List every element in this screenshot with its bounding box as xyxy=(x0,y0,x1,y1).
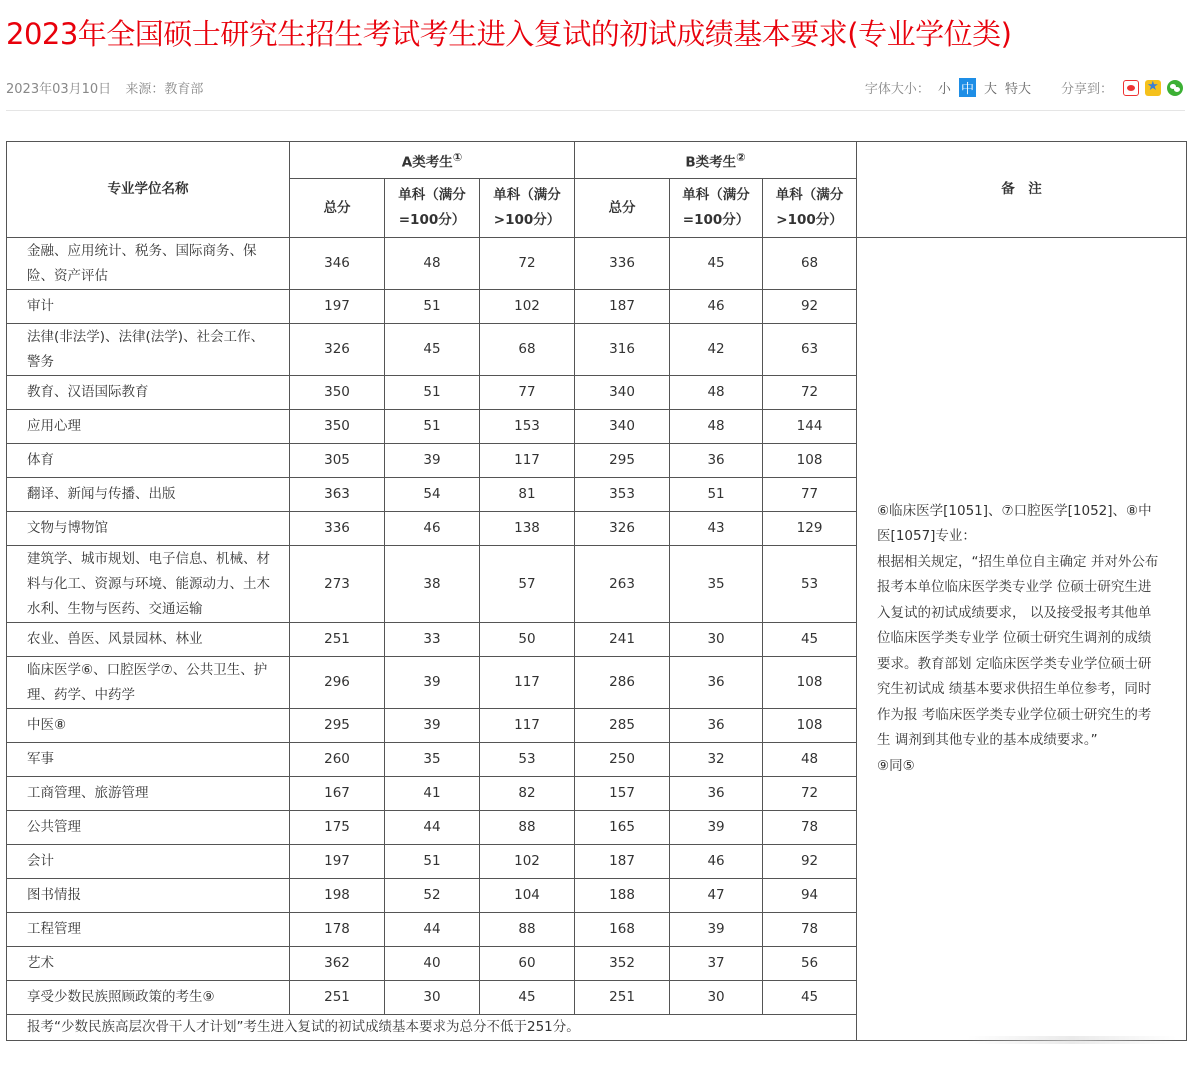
score-cell-a-total: 326 xyxy=(290,324,385,376)
score-cell-a-s1: 45 xyxy=(385,324,480,376)
major-name-cell: 军事 xyxy=(7,743,290,777)
score-cell-a-s1: 51 xyxy=(385,410,480,444)
watermark xyxy=(967,1036,1177,1044)
score-cell-a-total: 363 xyxy=(290,478,385,512)
score-cell-b-s1: 37 xyxy=(670,947,763,981)
score-cell-b-s2: 144 xyxy=(763,410,857,444)
score-cell-a-total: 197 xyxy=(290,290,385,324)
page-title: 2023年全国硕士研究生招生考试考生进入复试的初试成绩基本要求(专业学位类) xyxy=(6,17,1012,51)
score-cell-b-s1: 48 xyxy=(670,410,763,444)
score-cell-a-s2: 88 xyxy=(480,811,575,845)
score-cell-a-total: 336 xyxy=(290,512,385,546)
major-name-cell: 教育、汉语国际教育 xyxy=(7,376,290,410)
header-a-single2: 单科（满分 >100分） xyxy=(480,179,575,238)
score-cell-a-total: 260 xyxy=(290,743,385,777)
score-cell-b-s1: 32 xyxy=(670,743,763,777)
score-cell-a-s2: 102 xyxy=(480,845,575,879)
font-size-small-button[interactable]: 小 xyxy=(937,82,951,97)
score-cell-b-total: 286 xyxy=(575,657,670,709)
score-cell-a-total: 251 xyxy=(290,623,385,657)
score-cell-a-s1: 41 xyxy=(385,777,480,811)
score-cell-a-s1: 46 xyxy=(385,512,480,546)
score-cell-b-s2: 108 xyxy=(763,444,857,478)
score-cell-a-s1: 54 xyxy=(385,478,480,512)
score-cell-b-total: 336 xyxy=(575,238,670,290)
major-name-cell: 公共管理 xyxy=(7,811,290,845)
score-cell-b-s1: 48 xyxy=(670,376,763,410)
score-cell-b-total: 168 xyxy=(575,913,670,947)
score-cell-b-s1: 30 xyxy=(670,623,763,657)
major-name-cell: 享受少数民族照顾政策的考生⑨ xyxy=(7,981,290,1015)
article-meta xyxy=(6,78,213,97)
score-cell-a-s1: 39 xyxy=(385,657,480,709)
score-cell-a-s2: 104 xyxy=(480,879,575,913)
score-cell-a-total: 273 xyxy=(290,546,385,623)
qzone-share-icon[interactable] xyxy=(1145,80,1161,96)
major-name-cell: 艺术 xyxy=(7,947,290,981)
major-name-cell: 工商管理、旅游管理 xyxy=(7,777,290,811)
score-cell-a-s2: 68 xyxy=(480,324,575,376)
score-cell-b-total: 352 xyxy=(575,947,670,981)
header-group-b xyxy=(575,142,857,179)
score-cell-a-total: 295 xyxy=(290,709,385,743)
score-cell-a-total: 362 xyxy=(290,947,385,981)
score-cell-b-s1: 36 xyxy=(670,444,763,478)
score-cell-a-s2: 77 xyxy=(480,376,575,410)
share-label: 分享到： xyxy=(1060,82,1113,97)
score-cell-a-s2: 88 xyxy=(480,913,575,947)
header-group-a xyxy=(290,142,575,179)
major-name-cell: 文物与博物馆 xyxy=(7,512,290,546)
score-cell-b-s1: 39 xyxy=(670,811,763,845)
score-cell-a-total: 175 xyxy=(290,811,385,845)
weibo-share-icon[interactable] xyxy=(1123,80,1139,96)
header-a-total: 总分 xyxy=(290,179,385,238)
major-name-cell: 法律(非法学)、法律(法学)、社会工作、警务 xyxy=(7,324,290,376)
score-cell-a-s1: 44 xyxy=(385,913,480,947)
group-a-sup: ① xyxy=(452,150,463,164)
article-source: 来源：教育部 xyxy=(125,82,204,97)
font-size-medium-button[interactable]: 中 xyxy=(959,78,976,97)
score-cell-a-s1: 44 xyxy=(385,811,480,845)
score-cell-a-s2: 60 xyxy=(480,947,575,981)
score-cell-b-s1: 42 xyxy=(670,324,763,376)
score-cell-b-total: 165 xyxy=(575,811,670,845)
major-name-cell: 体育 xyxy=(7,444,290,478)
score-cell-a-s1: 40 xyxy=(385,947,480,981)
score-cell-b-s2: 63 xyxy=(763,324,857,376)
score-cell-b-s2: 72 xyxy=(763,777,857,811)
score-cell-b-s2: 53 xyxy=(763,546,857,623)
header-b-single2: 单科（满分 >100分） xyxy=(763,179,857,238)
score-cell-a-total: 197 xyxy=(290,845,385,879)
score-cell-b-s1: 51 xyxy=(670,478,763,512)
header-major-name: 专业学位名称 xyxy=(7,142,290,238)
score-table xyxy=(6,141,1187,1041)
score-cell-a-s1: 35 xyxy=(385,743,480,777)
group-a-label: A类考生 xyxy=(401,154,453,171)
score-cell-b-s1: 46 xyxy=(670,290,763,324)
score-cell-a-s1: 39 xyxy=(385,444,480,478)
score-cell-b-s2: 68 xyxy=(763,238,857,290)
score-cell-b-total: 326 xyxy=(575,512,670,546)
major-name-cell: 金融、应用统计、税务、国际商务、保险、资产评估 xyxy=(7,238,290,290)
score-cell-a-s1: 38 xyxy=(385,546,480,623)
score-cell-a-total: 346 xyxy=(290,238,385,290)
major-name-cell: 审计 xyxy=(7,290,290,324)
score-cell-a-total: 296 xyxy=(290,657,385,709)
score-cell-b-s1: 36 xyxy=(670,657,763,709)
score-cell-a-s1: 52 xyxy=(385,879,480,913)
score-cell-a-total: 350 xyxy=(290,410,385,444)
score-cell-a-s1: 51 xyxy=(385,290,480,324)
score-cell-a-total: 305 xyxy=(290,444,385,478)
score-cell-b-s2: 45 xyxy=(763,623,857,657)
major-name-cell: 会计 xyxy=(7,845,290,879)
score-cell-b-s2: 129 xyxy=(763,512,857,546)
major-name-cell: 中医⑧ xyxy=(7,709,290,743)
score-cell-b-total: 316 xyxy=(575,324,670,376)
score-cell-b-total: 187 xyxy=(575,290,670,324)
footer-note: 报考“少数民族高层次骨干人才计划”考生进入复试的初试成绩基本要求为总分不低于251分。 xyxy=(7,1015,857,1041)
score-cell-a-s2: 57 xyxy=(480,546,575,623)
score-cell-a-total: 178 xyxy=(290,913,385,947)
major-name-cell: 临床医学⑥、口腔医学⑦、公共卫生、护理、药学、中药学 xyxy=(7,657,290,709)
major-name-cell: 图书情报 xyxy=(7,879,290,913)
score-cell-b-s2: 108 xyxy=(763,709,857,743)
score-cell-b-s1: 46 xyxy=(670,845,763,879)
group-b-label: B类考生 xyxy=(685,154,737,171)
score-cell-b-total: 241 xyxy=(575,623,670,657)
score-cell-b-total: 251 xyxy=(575,981,670,1015)
score-cell-a-total: 198 xyxy=(290,879,385,913)
score-cell-b-total: 250 xyxy=(575,743,670,777)
score-cell-a-s2: 102 xyxy=(480,290,575,324)
score-cell-b-total: 188 xyxy=(575,879,670,913)
score-cell-a-s2: 50 xyxy=(480,623,575,657)
score-cell-b-s1: 39 xyxy=(670,913,763,947)
score-cell-a-s1: 51 xyxy=(385,845,480,879)
score-cell-b-s2: 92 xyxy=(763,845,857,879)
remark-line2: 根据相关规定，“招生单位自主确定 并对外公布报考本单位临床医学类专业学 位硕士研究生进入复试的初试成绩要求， 以及接受报考其他单位临床医学类专业学 位硕士研究生调剂的成绩要求。教育部划 定临床医学类专业学位硕士研究生初试成 绩基本要求供招生单位参考，同时作为报 考临床医学类专业学位硕士研究生的考生 调剂到其他专业的基本成绩要求。” xyxy=(877,553,1159,749)
score-cell-b-s2: 78 xyxy=(763,913,857,947)
header-remark: 备 注 xyxy=(857,142,1187,238)
score-cell-b-total: 340 xyxy=(575,376,670,410)
remark-line3: ⑨同⑤ xyxy=(877,757,915,774)
score-cell-b-s1: 36 xyxy=(670,709,763,743)
group-b-sup: ② xyxy=(736,150,746,164)
score-cell-a-s2: 117 xyxy=(480,709,575,743)
score-cell-b-s2: 108 xyxy=(763,657,857,709)
score-cell-b-s2: 78 xyxy=(763,811,857,845)
article-tools xyxy=(865,78,1183,97)
score-cell-a-s1: 39 xyxy=(385,709,480,743)
score-cell-b-total: 263 xyxy=(575,546,670,623)
publish-date: 2023年03月10日 xyxy=(6,82,112,97)
header-b-single1: 单科（满分 =100分） xyxy=(670,179,763,238)
score-cell-b-s2: 56 xyxy=(763,947,857,981)
score-cell-b-s2: 94 xyxy=(763,879,857,913)
font-size-label: 字体大小： xyxy=(864,82,930,97)
major-name-cell: 翻译、新闻与传播、出版 xyxy=(7,478,290,512)
score-cell-a-s2: 138 xyxy=(480,512,575,546)
score-cell-b-s2: 77 xyxy=(763,478,857,512)
score-cell-b-s2: 45 xyxy=(763,981,857,1015)
score-cell-b-s1: 43 xyxy=(670,512,763,546)
score-cell-a-s2: 153 xyxy=(480,410,575,444)
major-name-cell: 农业、兽医、风景园林、林业 xyxy=(7,623,290,657)
score-cell-b-s1: 45 xyxy=(670,238,763,290)
score-cell-b-total: 187 xyxy=(575,845,670,879)
major-name-cell: 建筑学、城市规划、电子信息、机械、材料与化工、资源与环境、能源动力、土木水利、生物与医药、交通运输 xyxy=(7,546,290,623)
score-cell-b-s1: 35 xyxy=(670,546,763,623)
header-b-total: 总分 xyxy=(575,179,670,238)
header-divider xyxy=(6,110,1185,111)
score-cell-a-s1: 30 xyxy=(385,981,480,1015)
score-cell-a-s1: 51 xyxy=(385,376,480,410)
score-cell-a-s2: 53 xyxy=(480,743,575,777)
font-size-xlarge-button[interactable]: 特大 xyxy=(1004,82,1031,97)
font-size-large-button[interactable]: 大 xyxy=(983,82,997,97)
score-cell-a-s2: 45 xyxy=(480,981,575,1015)
score-cell-a-total: 167 xyxy=(290,777,385,811)
score-cell-b-total: 340 xyxy=(575,410,670,444)
score-cell-a-s2: 72 xyxy=(480,238,575,290)
remark-line1: ⑥临床医学[1051]、⑦口腔医学[1052]、⑧中医[1057]专业： xyxy=(877,502,1152,545)
score-cell-b-s2: 72 xyxy=(763,376,857,410)
score-cell-b-total: 295 xyxy=(575,444,670,478)
score-cell-a-s2: 117 xyxy=(480,657,575,709)
score-cell-b-s1: 47 xyxy=(670,879,763,913)
score-cell-b-s1: 30 xyxy=(670,981,763,1015)
score-cell-b-s2: 48 xyxy=(763,743,857,777)
wechat-share-icon[interactable] xyxy=(1167,80,1183,96)
score-cell-a-s1: 48 xyxy=(385,238,480,290)
score-cell-b-s2: 92 xyxy=(763,290,857,324)
remark-cell xyxy=(857,238,1187,1041)
table-row xyxy=(7,238,1187,290)
major-name-cell: 工程管理 xyxy=(7,913,290,947)
score-cell-b-total: 285 xyxy=(575,709,670,743)
score-cell-a-s1: 33 xyxy=(385,623,480,657)
score-cell-b-total: 353 xyxy=(575,478,670,512)
score-cell-a-total: 251 xyxy=(290,981,385,1015)
score-cell-b-s1: 36 xyxy=(670,777,763,811)
score-cell-a-s2: 82 xyxy=(480,777,575,811)
header-a-single1: 单科（满分 =100分） xyxy=(385,179,480,238)
score-cell-a-total: 350 xyxy=(290,376,385,410)
score-cell-b-total: 157 xyxy=(575,777,670,811)
major-name-cell: 应用心理 xyxy=(7,410,290,444)
score-cell-a-s2: 117 xyxy=(480,444,575,478)
score-cell-a-s2: 81 xyxy=(480,478,575,512)
